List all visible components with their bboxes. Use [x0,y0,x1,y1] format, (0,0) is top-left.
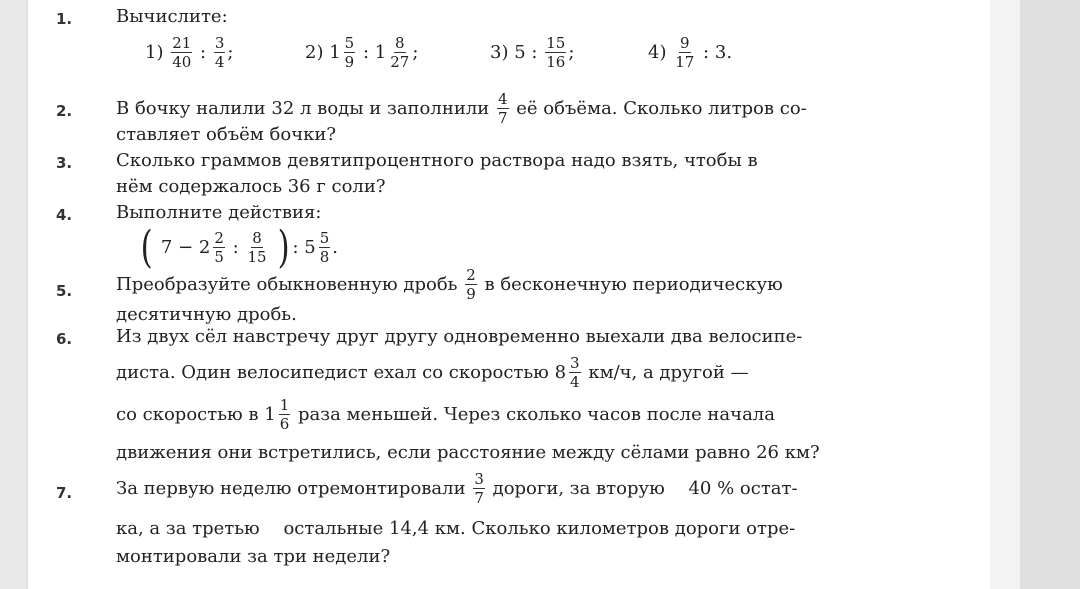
fraction: $\frac{3}{7}$ [474,470,484,507]
right-margin [990,0,1020,589]
problem-text: диста. Один велосипедист ехал со скоростью 8 $\frac{3}{4}$ км/ч, а другой — [116,354,749,391]
problem-text: монтировали за три недели? [116,546,391,567]
fraction: $\frac{4}{7}$ [497,90,508,127]
problem-text: ка, а за третью остальные 14,4 км. Сколько километров дороги отре- [116,518,796,539]
fraction: $\frac{5}{8}$ [319,229,330,266]
subproblem-2: 2) 1 $\frac{5}{9}$ : 1 $\frac{8}{27}$ ; [305,34,419,71]
problem-text: нём содержалось 36 г соли? [116,176,386,197]
problem-text: Преобразуйте обыкновенную дробь $\frac{2}{9}$ в бесконечную периодическую [116,266,783,303]
problem-text: десятичную дробь. [116,304,297,325]
fraction: $\frac{8}{27}$ [390,34,410,71]
viewer-edge [1020,0,1080,589]
subproblem-1: 1) $\frac{21}{40}$ : $\frac{3}{4}$ ; [145,34,234,71]
problem-text: ставляет объём бочки? [116,124,336,145]
fraction: $\frac{8}{15}$ [247,229,267,266]
subproblem-4: 4) $\frac{9}{17}$ : 3. [648,34,733,71]
problem-text: Вычислите: [116,6,228,27]
problem-text: В бочку налили 32 л воды и заполнили $\frac{4}{7}$ её объёма. Сколько литров со- [116,90,807,127]
problem-text: За первую неделю отремонтировали $\frac{3}{7}$ дороги, за вторую 40 % остат- [116,470,798,507]
problem-number: 2. [56,102,73,120]
problem-text: движения они встретились, если расстояние между сёлами равно 26 км? [116,442,820,463]
problem-number: 7. [56,484,73,502]
fraction: $\frac{3}{4}$ [214,34,225,71]
fraction: $\frac{3}{4}$ [570,354,580,391]
fraction: $\frac{1}{6}$ [279,396,290,433]
problem-text: Из двух сёл навстречу друг другу одновременно выехали два велосипе- [116,326,803,347]
fraction: $\frac{2}{9}$ [466,266,476,303]
problem-number: 4. [56,206,73,224]
problem-number: 1. [56,10,73,28]
fraction: $\frac{21}{40}$ [172,34,192,71]
expression: ( 7 − 2 $\frac{2}{5}$ : $\frac{8}{15}$ ) : 5 $\frac{5}{8}$ . [140,222,339,273]
subproblem-3: 3) 5 : $\frac{15}{16}$ ; [490,34,575,71]
problem-text: со скоростью в 1 $\frac{1}{6}$ раза меньшей. Через сколько часов после начала [116,396,775,433]
fraction: $\frac{9}{17}$ [675,34,695,71]
fraction: $\frac{5}{9}$ [344,34,355,71]
fraction: $\frac{15}{16}$ [546,34,566,71]
fraction: $\frac{2}{5}$ [214,229,224,266]
problem-text: Выполните действия: [116,202,322,223]
problem-number: 6. [56,330,73,348]
problem-number: 5. [56,282,73,300]
problem-number: 3. [56,154,73,172]
problem-text: Сколько граммов девятипроцентного раствора надо взять, чтобы в [116,150,758,171]
